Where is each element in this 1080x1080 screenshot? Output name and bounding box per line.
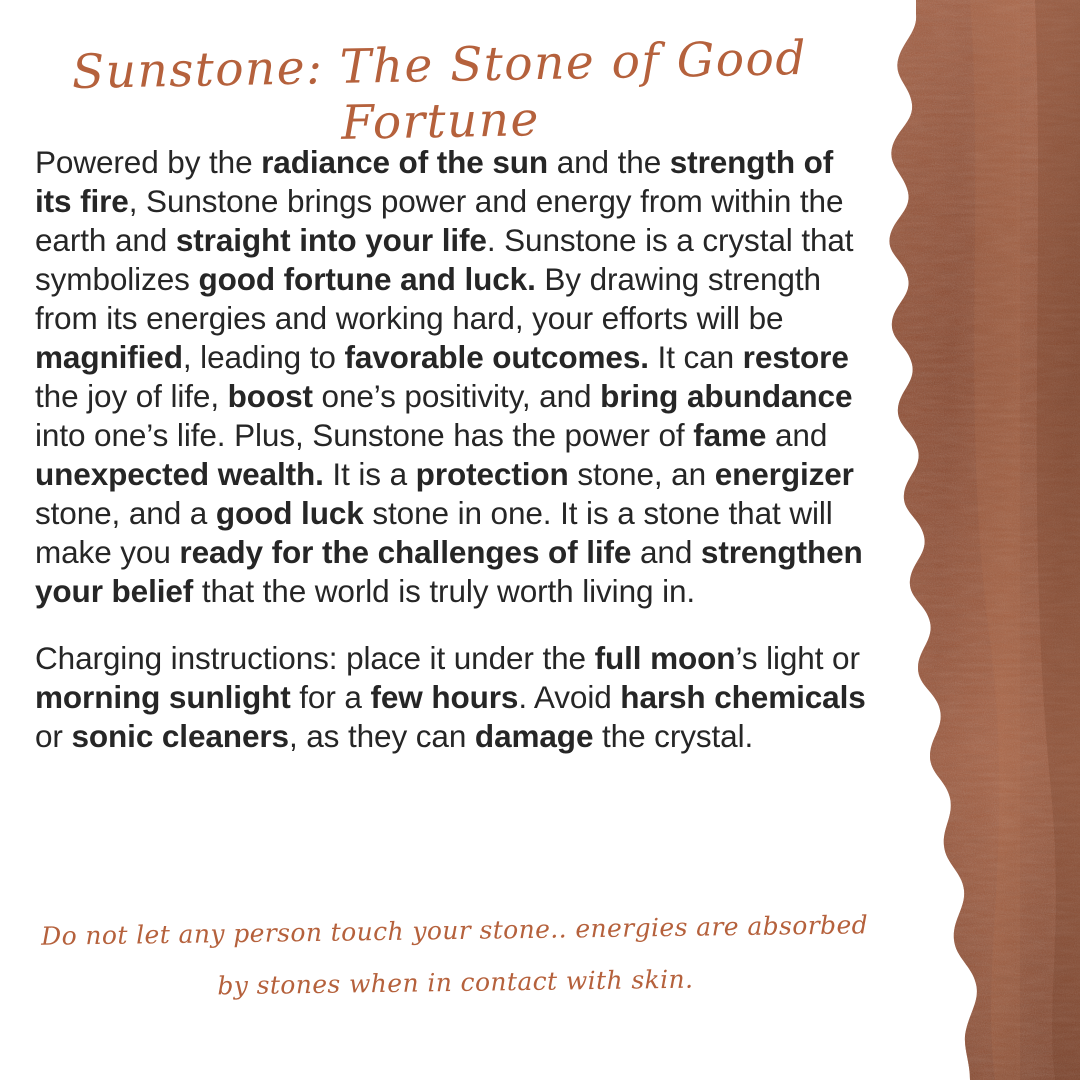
footnote-note: Do not let any person touch your stone.. energies are absorbed by stones when in contact with skin.	[40, 910, 869, 1001]
page-title: Sunstone: The Stone of Good Fortune	[71, 30, 808, 152]
paragraph-charging: Charging instructions: place it under the full moon’s light or morning sunlight for a few hours. Avoid harsh chemicals or sonic cleaners, as they can damage the crystal.	[35, 640, 866, 754]
body-copy	[35, 143, 875, 756]
paragraph-main: Powered by the radiance of the sun and the strength of its fire, Sunstone brings power and energy from within the earth and straight into your life. Sunstone is a crystal that symbolizes good fortune and luck. By drawing strength from its energies and working hard, your efforts will be magnified, leading to favorable outcomes. It can restore the joy of life, boost one’s positivity, and bring abundance into one’s life. Plus, Sunstone has the power of fame and unexpected wealth. It is a protection stone, an energizer stone, and a good luck stone in one. It is a stone that will make you ready for the challenges of life and strengthen your belief that the world is truly worth living in.	[35, 144, 863, 609]
